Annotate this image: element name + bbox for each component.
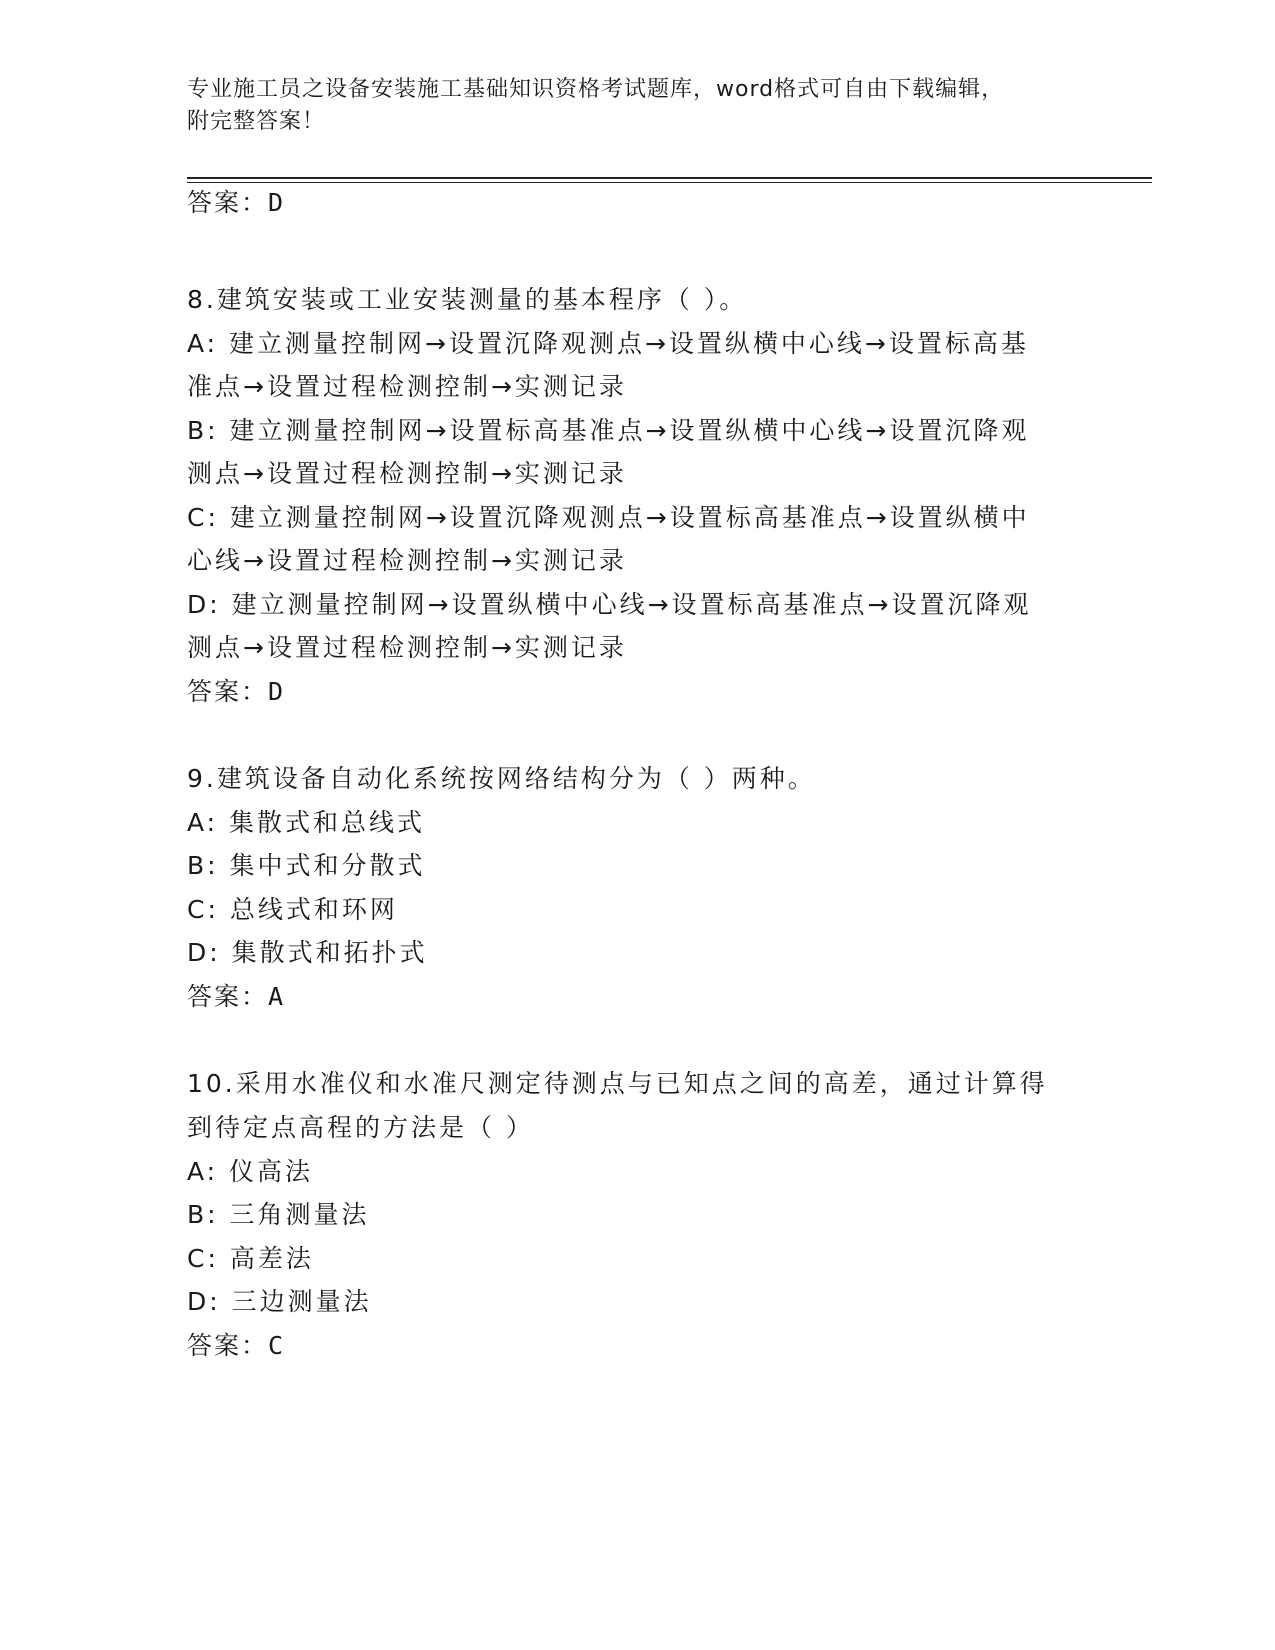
q8-option-c-line-2: 心线→设置过程检测控制→实测记录 — [187, 546, 627, 575]
header-divider — [187, 177, 1152, 179]
header-divider-thin — [187, 182, 1152, 183]
q10-option-c: C: 高差法 — [187, 1244, 314, 1273]
q8-option-d-line-1: D: 建立测量控制网→设置纵横中心线→设置标高基准点→设置沉降观 — [187, 590, 1032, 619]
q9-question: 9.建筑设备自动化系统按网络结构分为（ ）两种。 — [187, 764, 816, 793]
q10-question-line-1: 10.采用水准仪和水准尺测定待测点与已知点之间的高差，通过计算得 — [187, 1069, 1048, 1098]
q8-option-b-line-2: 测点→设置过程检测控制→实测记录 — [187, 459, 627, 488]
q9-option-c: C: 总线式和环网 — [187, 895, 398, 924]
q8-option-c-line-1: C: 建立测量控制网→设置沉降观测点→设置标高基准点→设置纵横中 — [187, 503, 1030, 532]
q9-option-b: B: 集中式和分散式 — [187, 851, 426, 880]
q8-option-a-line-2: 准点→设置过程检测控制→实测记录 — [187, 372, 627, 401]
header-line-1: 专业施工员之设备安装施工基础知识资格考试题库，word格式可自由下载编辑， — [187, 77, 1005, 102]
q9-answer: 答案：A — [187, 982, 286, 1011]
q8-question: 8.建筑安装或工业安装测量的基本程序（ ）。 — [187, 285, 748, 314]
q8-option-a-line-1: A: 建立测量控制网→设置沉降观测点→设置纵横中心线→设置标高基 — [187, 329, 1029, 358]
q8-option-d-line-2: 测点→设置过程检测控制→实测记录 — [187, 633, 627, 662]
previous-answer: 答案：D — [187, 188, 286, 217]
q10-option-a: A: 仪高法 — [187, 1157, 314, 1186]
q10-option-d: D: 三边测量法 — [187, 1287, 372, 1316]
q8-option-b-line-1: B: 建立测量控制网→设置标高基准点→设置纵横中心线→设置沉降观 — [187, 416, 1030, 445]
q10-option-b: B: 三角测量法 — [187, 1200, 370, 1229]
q9-option-d: D: 集散式和拓扑式 — [187, 938, 428, 967]
q10-answer: 答案：C — [187, 1331, 286, 1360]
document-header — [187, 74, 1067, 138]
q10-question-line-2: 到待定点高程的方法是（ ） — [187, 1113, 534, 1142]
q8-answer: 答案：D — [187, 677, 286, 706]
q9-option-a: A: 集散式和总线式 — [187, 808, 426, 837]
header-line-2: 附完整答案！ — [187, 109, 326, 134]
